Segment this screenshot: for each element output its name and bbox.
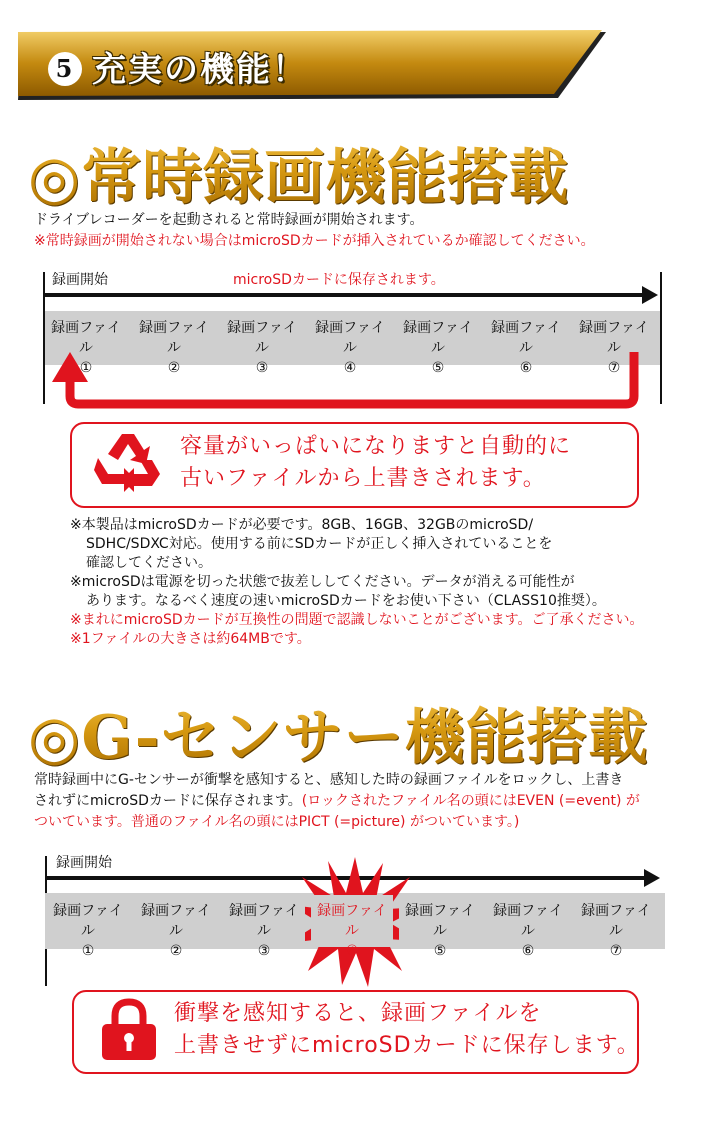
file-cell-4-locked xyxy=(311,895,393,959)
file-cell-label: 録画ファイル xyxy=(51,320,121,356)
file-cell-number: ② xyxy=(169,943,183,959)
section1-intro xyxy=(34,210,595,252)
timeline1-save-note: microSDカードに保存されます。 xyxy=(233,272,445,288)
file-cell-3 xyxy=(223,895,305,959)
file-cell-number: ⑥ xyxy=(519,360,533,376)
note-line: ※本製品はmicroSDカードが必要です。8GB、16GB、32GBのmicroSD/ xyxy=(70,517,534,533)
overwrite-callout-text xyxy=(180,431,571,495)
timeline2-arrowhead xyxy=(644,869,660,887)
file-cell-label: 録画ファイル xyxy=(227,320,297,356)
note-line: 確認してください。 xyxy=(86,555,212,571)
section1-intro-line: ドライブレコーダーを起動されると常時録画が開始されます。 xyxy=(34,212,424,228)
callout-line: 容量がいっぱいになりますと自動的に xyxy=(180,434,572,459)
timeline2-cells xyxy=(47,895,657,959)
timeline1-right-edge xyxy=(660,272,662,404)
callout-line: 古いファイルから上書きされます。 xyxy=(180,466,546,491)
timeline1-rail xyxy=(45,293,643,297)
file-cell-2 xyxy=(135,895,217,959)
banner-title xyxy=(48,42,308,91)
file-cell-label: 録画ファイル xyxy=(403,320,473,356)
file-cell-number: ③ xyxy=(257,943,271,959)
file-cell-label: 録画ファイル xyxy=(493,903,563,939)
file-cell-label: 録画ファイル xyxy=(53,903,123,939)
file-cell-label: 録画ファイル xyxy=(139,320,209,356)
section2-intro-line: ついています。普通のファイル名の頭にはPICT (=picture) がついています。) xyxy=(34,814,520,830)
file-cell-number: ③ xyxy=(255,360,269,376)
banner-title-text: 充実の機能！ xyxy=(92,50,308,90)
file-cell-label: 録画ファイル xyxy=(315,320,385,356)
lock-callout-text xyxy=(174,998,640,1062)
timeline1-start-label: 録画開始 xyxy=(52,272,108,288)
file-cell-number: ① xyxy=(81,943,95,959)
file-cell-label: 録画ファイル xyxy=(581,903,651,939)
note-line-warning: ※1ファイルの大きさは約64MBです。 xyxy=(70,631,311,647)
file-cell-number: ④ xyxy=(345,943,359,959)
note-line: ※microSDは電源を切った状態で抜差ししてください。データが消える可能性が xyxy=(70,574,575,590)
file-cell-label: 録画ファイル xyxy=(405,903,475,939)
file-cell-number: ⑤ xyxy=(433,943,447,959)
file-cell-label: 録画ファイル xyxy=(141,903,211,939)
file-cell-number: ⑥ xyxy=(521,943,535,959)
file-cell-number: ⑤ xyxy=(431,360,445,376)
file-cell-number: ⑦ xyxy=(609,943,623,959)
file-cell-label: 録画ファイル xyxy=(579,320,649,356)
file-cell-number: ⑦ xyxy=(607,360,621,376)
section1-notes xyxy=(70,516,644,649)
timeline2-start-label: 録画開始 xyxy=(56,855,112,871)
file-cell-number: ② xyxy=(167,360,181,376)
callout-line: 衝撃を感知すると、録画ファイルを xyxy=(174,1001,542,1026)
section2-heading: ◎G-センサー機能搭載 xyxy=(28,690,649,776)
file-cell-label: 録画ファイル xyxy=(229,903,299,939)
overwrite-loop-arrow xyxy=(48,340,648,415)
file-cell-label: 録画ファイル xyxy=(491,320,561,356)
recycle-icon xyxy=(94,432,162,494)
note-line: SDHC/SDXC対応。使用する前にSDカードが正しく挿入されていることを xyxy=(86,536,553,552)
file-cell-number: ④ xyxy=(343,360,357,376)
callout-line: 上書きせずにmicroSDカードに保存します。 xyxy=(174,1033,640,1058)
section1-intro-warning: ※常時録画が開始されない場合はmicroSDカードが挿入されているか確認してください。 xyxy=(34,233,595,249)
file-cell-number: ① xyxy=(79,360,93,376)
note-line-warning: ※まれにmicroSDカードが互換性の問題で認識しないことがございます。ご了承ください。 xyxy=(70,612,644,628)
file-cell-7 xyxy=(575,895,657,959)
section2-intro xyxy=(34,770,640,833)
section2-intro-line xyxy=(34,791,640,812)
file-cell-5 xyxy=(399,895,481,959)
file-cell-6 xyxy=(487,895,569,959)
section2-intro-red-text: (ロックされたファイル名の頭にはEVEN (=event) が xyxy=(301,793,640,809)
timeline1-arrowhead xyxy=(642,286,658,304)
file-cell-1 xyxy=(47,895,129,959)
lock-icon xyxy=(100,998,158,1062)
file-cell-label: 録画ファイル xyxy=(317,903,387,939)
note-line: あります。なるべく速度の速いmicroSDカードをお使い下さい（CLASS10推奨）。 xyxy=(86,593,606,609)
section-number-badge: 5 xyxy=(48,52,82,86)
section2-intro-text: されずにmicroSDカードに保存されます。 xyxy=(34,793,302,809)
section1-heading: ◎常時録画機能搭載 xyxy=(28,130,569,216)
section2-intro-line: 常時録画中にG-センサーが衝撃を感知すると、感知した時の録画ファイルをロックし、上書き xyxy=(34,772,624,788)
